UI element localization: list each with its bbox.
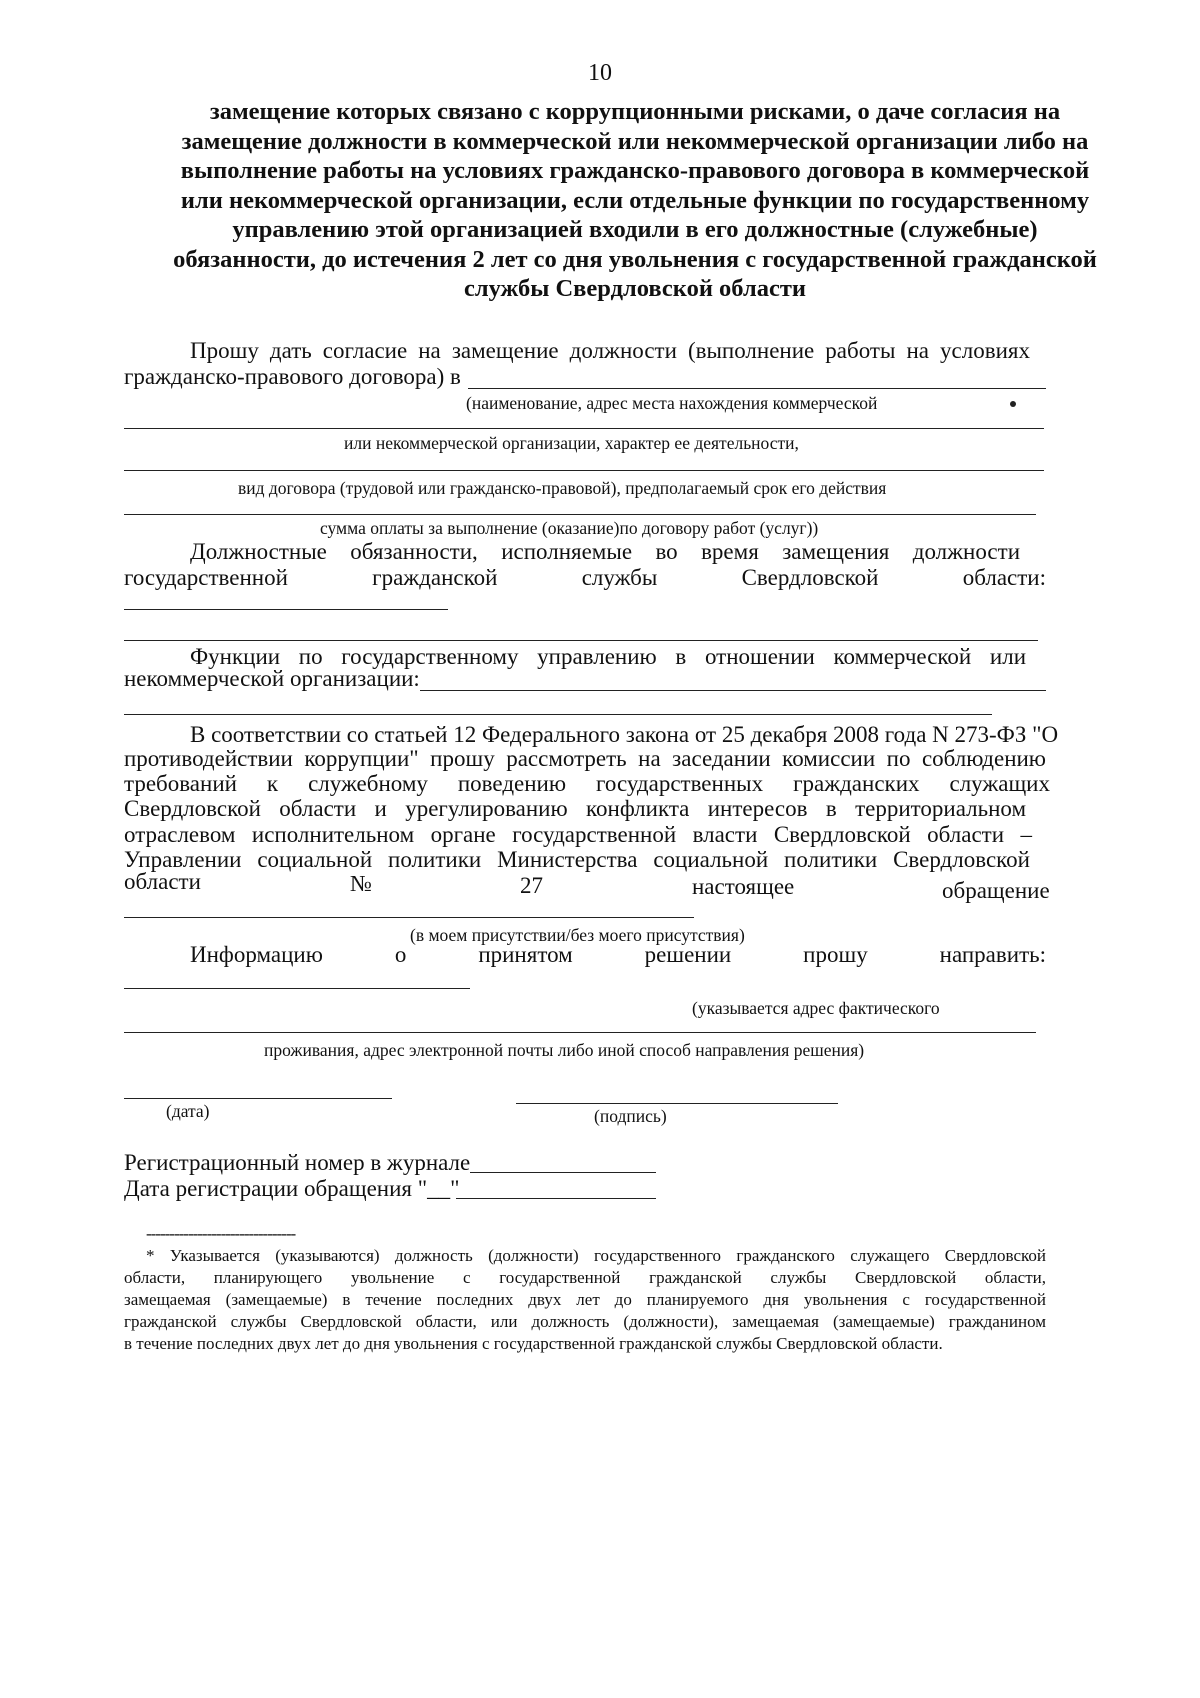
law-last-word-1: области — [124, 869, 201, 894]
law-line-3: требований к служебному поведению государственных гражданских служащих — [124, 771, 1050, 796]
law-last-word-2: настоящее — [692, 874, 795, 899]
request-line-1: Прошу дать согласие на замещение должности (выполнение работы на условиях — [190, 338, 1030, 363]
info-hint-2: проживания, адрес электронной почты либо иной способ направления решения) — [264, 1040, 865, 1060]
info-hint-1: (указывается адрес фактического — [692, 998, 940, 1018]
registration-date-label: Дата регистрации обращения "__" — [124, 1176, 460, 1201]
footnote-separator: -------------------------------- — [146, 1224, 296, 1243]
page-number: 10 — [588, 60, 612, 86]
request-line-2: гражданско-правового договора) в — [124, 364, 461, 389]
organization-field-line-4[interactable] — [124, 514, 1036, 515]
address-field-line-1[interactable] — [124, 988, 470, 989]
organization-field-line-2[interactable] — [124, 428, 1044, 429]
presence-field[interactable] — [124, 917, 694, 918]
footnote-line: * Указывается (указываются) должность (должности) государственного гражданского служащего Свердловской — [146, 1246, 1046, 1265]
footnote-line: гражданской службы Свердловской области, или должность (должности), замещаемая (замещаемые) гражданином — [124, 1312, 1046, 1331]
request-hint-1: (наименование, адрес места нахождения коммерческой — [466, 393, 878, 413]
title-line: или некоммерческой организации, если отдельные функции по государственному — [180, 186, 1090, 214]
law-line-1: В соответствии со статьей 12 Федерального закона от 25 декабря 2008 года N 273-ФЗ "О — [190, 722, 1059, 747]
footnote-line: замещаемая (замещаемые) в течение последних двух лет до планируемого дня увольнения с государственной — [124, 1290, 1046, 1309]
law-last-word-3: обращение — [942, 878, 1050, 903]
date-label: (дата) — [166, 1101, 210, 1121]
duties-line-1: Должностные обязанности, исполняемые во время замещения должности — [190, 539, 1020, 564]
title-line: управлению этой организацией входили в его должностные (служебные) — [232, 216, 1038, 243]
duties-line-2: государственной гражданской службы Свердловской области: — [124, 565, 1046, 590]
footnote-line: в течение последних двух лет до дня увольнения с государственной гражданской службы Свердловской области. — [124, 1334, 943, 1353]
organization-name-field[interactable] — [468, 388, 1046, 389]
date-field[interactable] — [124, 1098, 392, 1099]
title-line: замещение должности в коммерческой или некоммерческой организации либо на — [181, 127, 1089, 155]
law-line-5: отраслевом исполнительном органе государственной власти Свердловской области – — [124, 822, 1032, 847]
title-line: обязанности, до истечения 2 лет со дня увольнения с государственной гражданской — [173, 245, 1097, 273]
footnote-line: области, планирующего увольнение с государственной гражданской службы Свердловской области, — [124, 1268, 1046, 1287]
signature-field[interactable] — [516, 1103, 838, 1104]
duties-field-line-1[interactable] — [124, 609, 448, 610]
registration-number-label: Регистрационный номер в журнале — [124, 1150, 471, 1175]
info-line: Информацию о принятом решении прошу направить: — [190, 942, 1046, 967]
title-line: выполнение работы на условиях гражданско-правового договора в коммерческой — [180, 157, 1090, 184]
title-line: замещение которых связано с коррупционными рисками, о даче согласия на — [209, 98, 1061, 125]
signature-label: (подпись) — [594, 1106, 667, 1126]
organization-field-line-3[interactable] — [124, 470, 1044, 471]
functions-line-2: некоммерческой организации: — [124, 666, 420, 691]
title-line: службы Свердловской области — [464, 275, 806, 302]
functions-field-line-2[interactable] — [124, 714, 992, 715]
request-hint-4: сумма оплаты за выполнение (оказание)по договору работ (услуг)) — [320, 518, 819, 538]
functions-line-1: Функции по государственному управлению в отношении коммерческой или — [190, 644, 1026, 669]
law-number-sign: № — [350, 871, 372, 896]
law-line-6: Управлении социальной политики Министерства социальной политики Свердловской — [124, 847, 1030, 872]
law-number: 27 — [520, 873, 543, 898]
request-hint-2: или некоммерческой организации, характер ее деятельности, — [344, 433, 799, 453]
law-line-4: Свердловской области и урегулированию конфликта интересов в территориальном — [124, 796, 1026, 821]
registration-date-field[interactable] — [456, 1198, 656, 1199]
request-hint-3: вид договора (трудовой или гражданско-правовой), предполагаемый срок его действия — [238, 478, 887, 498]
address-field-line-2[interactable] — [124, 1032, 1036, 1033]
presence-hint: (в моем присутствии/без моего присутствия) — [410, 925, 745, 945]
registration-number-field[interactable] — [470, 1172, 656, 1173]
law-line-2: противодействии коррупции" прошу рассмотреть на заседании комиссии по соблюдению — [124, 746, 1046, 771]
document-title — [130, 97, 1140, 304]
functions-field-line-1[interactable] — [420, 690, 1046, 691]
dot-mark — [1010, 401, 1016, 407]
duties-field-line-2[interactable] — [124, 640, 1038, 641]
